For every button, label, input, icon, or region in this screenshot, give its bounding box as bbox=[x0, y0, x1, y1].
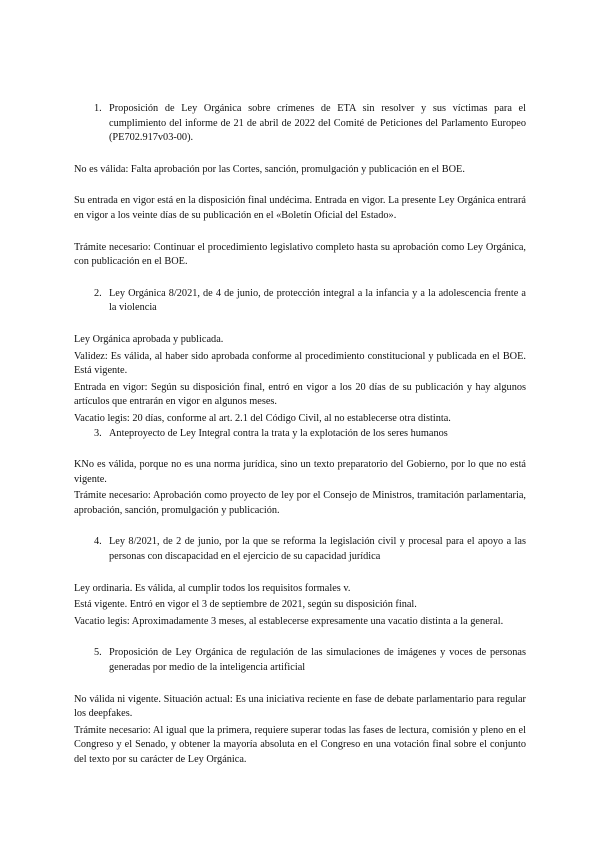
paragraph: Vacatio legis: 20 días, conforme al art. 2.1 del Código Civil, al no establecerse otra distinta. bbox=[74, 412, 451, 424]
list-item-4 bbox=[94, 535, 526, 564]
item-number: 1. bbox=[94, 103, 102, 114]
paragraph: KNo es válida, porque no es una norma jurídica, sino un texto preparatorio del Gobierno, por lo que no está vigente. bbox=[74, 459, 526, 485]
paragraph: No es válida: Falta aprobación por las Cortes, sanción, promulgación y publicación en el BOE. bbox=[74, 163, 465, 175]
paragraph: Trámite necesario: Al igual que la primera, requiere superar todas las fases de lectura, comisión y pleno en el Congreso y el Senado, y obtener la mayoría absoluta en el Congreso en una votación final sobre el conjunto del texto por su carácter de Ley Orgánica. bbox=[74, 724, 526, 765]
list-item-1 bbox=[94, 102, 526, 146]
paragraph: Entrada en vigor: Según su disposición final, entró en vigor a los 20 días de su publicación y hay algunos artículos que entrarán en vigor en algunos meses. bbox=[74, 381, 526, 408]
paragraph: Vacatio legis: Aproximadamente 3 meses, al establecerse expresamente una vacatio distinta a la general. bbox=[74, 615, 504, 627]
paragraph: Ley Orgánica aprobada y publicada. bbox=[74, 333, 224, 345]
item-title: Ley 8/2021, de 2 de junio, por la que se reforma la legislación civil y procesal para el apoyo a las personas con discapacidad en el ejercicio de su capacidad jurídica bbox=[109, 536, 526, 563]
list-item-2 bbox=[94, 287, 526, 316]
paragraph: Ley ordinaria. Es válida, al cumplir todos los requisitos formales v. bbox=[74, 582, 351, 594]
item-number: 2. bbox=[94, 287, 102, 299]
paragraph: No válida ni vigente. Situación actual: Es una iniciativa reciente en fase de debate parlamentario para regular los deepfakes. bbox=[74, 693, 526, 720]
paragraph: Su entrada en vigor está en la disposición final undécima. Entrada en vigor. La presente Ley Orgánica entrará en vigor a los veinte días de su publicación en el «Boletín Oficial del Estado». bbox=[74, 195, 526, 221]
paragraph: Trámite necesario: Aprobación como proyecto de ley por el Consejo de Ministros, tramitación parlamentaria, aprobación, sanción, promulgación y publicación. bbox=[74, 490, 526, 516]
item-number: 5. bbox=[94, 647, 102, 659]
list-item-3 bbox=[94, 427, 526, 442]
item-title: Proposición de Ley Orgánica sobre crímenes de ETA sin resolver y sus víctimas para el cumplimiento del informe de 21 de abril de 2022 del Comité de Peticiones del Parlamento Europeo (PE702.917v03-00). bbox=[109, 103, 526, 144]
item-number: 4. bbox=[94, 536, 102, 548]
item-title: Anteproyecto de Ley Integral contra la trata y la explotación de los seres humanos bbox=[109, 427, 448, 439]
paragraph: Está vigente. Entró en vigor el 3 de septiembre de 2021, según su disposición final. bbox=[74, 599, 417, 611]
item-title: Ley Orgánica 8/2021, de 4 de junio, de protección integral a la infancia y a la adolescencia frente a la violencia bbox=[109, 287, 526, 314]
paragraph: Trámite necesario: Continuar el procedimiento legislativo completo hasta su aprobación como Ley Orgánica, con publicación en el BOE. bbox=[74, 241, 526, 268]
paragraph: Validez: Es válida, al haber sido aprobada conforme al procedimiento constitucional y publicada en el BOE. Está vigente. bbox=[74, 350, 526, 377]
item-number: 3. bbox=[94, 427, 102, 439]
list-item-5 bbox=[94, 646, 526, 675]
document-content bbox=[74, 102, 526, 768]
item-title: Proposición de Ley Orgánica de regulación de las simulaciones de imágenes y voces de personas generadas por medio de la inteligencia artificial bbox=[109, 647, 526, 674]
